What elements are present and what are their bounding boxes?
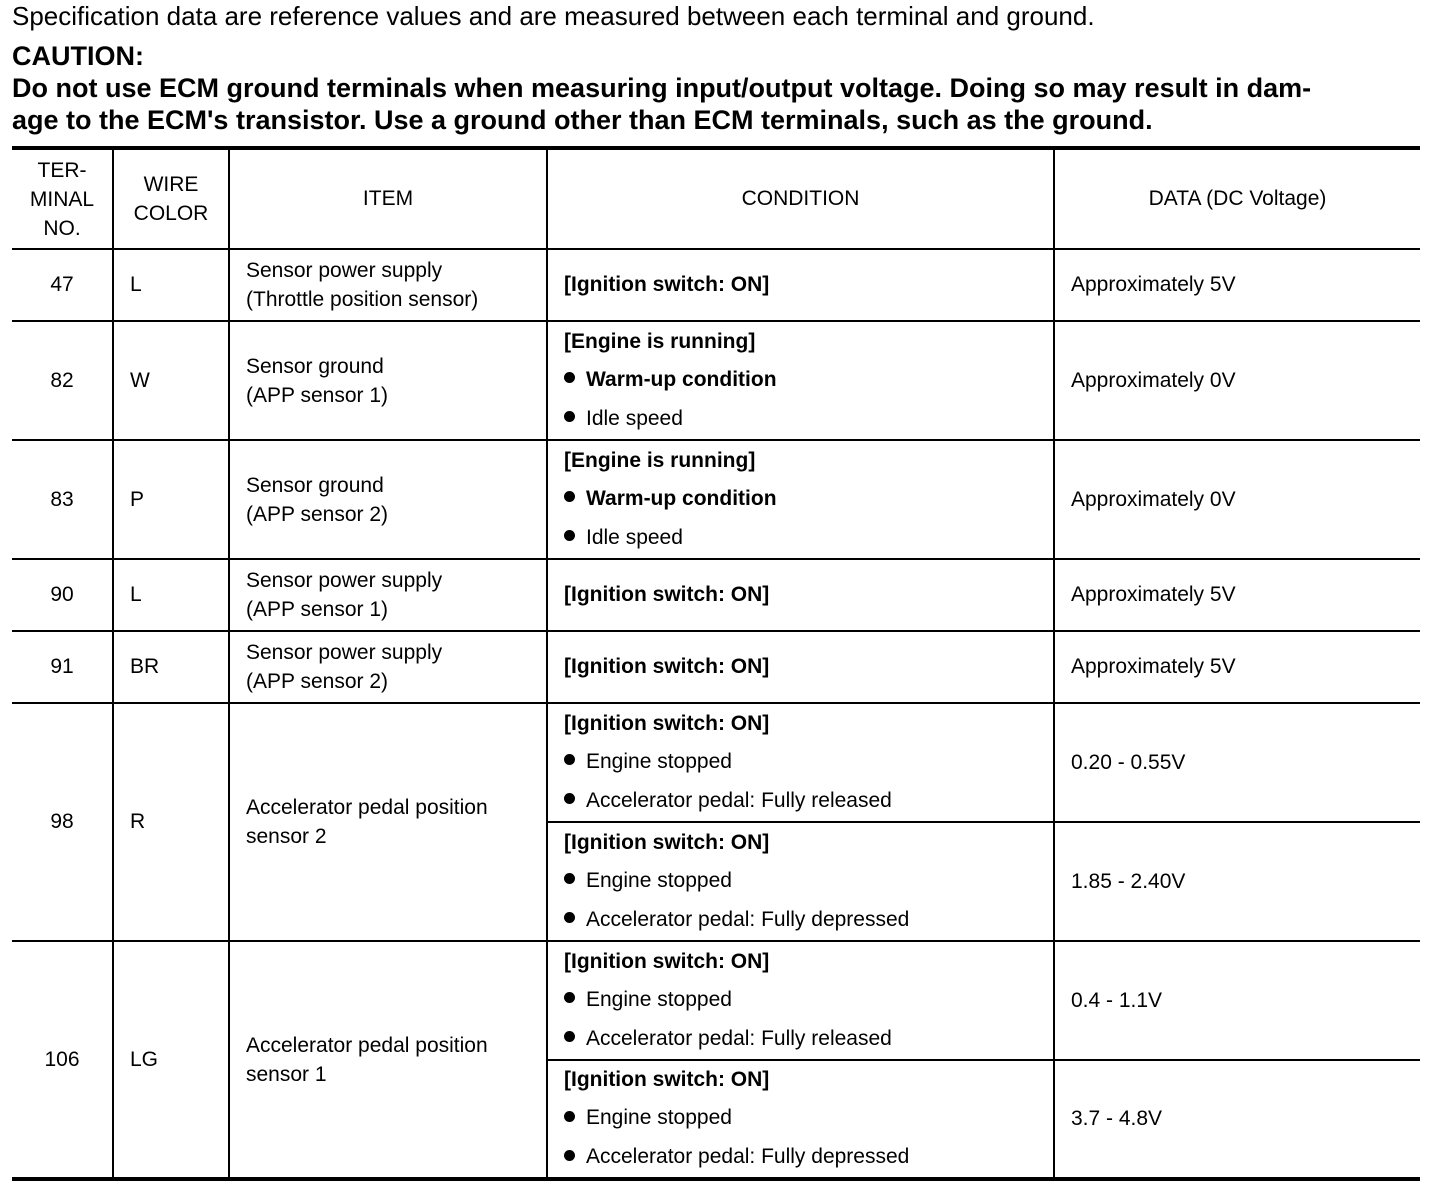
data-cell: 0.20 - 0.55V [1054, 703, 1420, 822]
data-cell: 1.85 - 2.40V [1054, 822, 1420, 941]
item-cell: Sensor power supply (APP sensor 2) [229, 631, 547, 703]
terminal-no: 90 [12, 559, 113, 631]
item-cell: Sensor power supply (Throttle position sensor) [229, 249, 547, 321]
header-data: DATA (DC Voltage) [1054, 148, 1420, 249]
bullet-item: Engine stopped [564, 742, 1037, 781]
terminal-spec-table [12, 146, 1420, 1181]
condition-cell: [Ignition switch: ON] [547, 559, 1054, 631]
condition-cell: [Ignition switch: ON] [547, 631, 1054, 703]
bullet-item: Warm-up condition [564, 479, 1037, 518]
data-cell: 0.4 - 1.1V [1054, 941, 1420, 1060]
wire-color: P [113, 440, 229, 559]
condition-cell: [Ignition switch: ON] Engine stopped Accelerator pedal: Fully depressed [547, 822, 1054, 941]
data-cell: Approximately 5V [1054, 249, 1420, 321]
table-row [12, 703, 1420, 822]
data-cell: 3.7 - 4.8V [1054, 1060, 1420, 1179]
wire-color: R [113, 703, 229, 941]
table-row [12, 631, 1420, 703]
bullet-item: Idle speed [564, 518, 1037, 557]
condition-cell: [Engine is running] Warm-up condition Idle speed [547, 321, 1054, 440]
table-row [12, 559, 1420, 631]
bullet-item: Warm-up condition [564, 360, 1037, 399]
terminal-no: 91 [12, 631, 113, 703]
header-terminal-no: TER- MINAL NO. [12, 148, 113, 249]
bullet-item: Idle speed [564, 399, 1037, 438]
item-cell: Accelerator pedal position sensor 2 [229, 703, 547, 941]
data-cell: Approximately 5V [1054, 631, 1420, 703]
item-cell: Sensor ground (APP sensor 2) [229, 440, 547, 559]
item-cell: Sensor ground (APP sensor 1) [229, 321, 547, 440]
wire-color: BR [113, 631, 229, 703]
bullet-item: Accelerator pedal: Fully released [564, 1019, 1037, 1058]
header-wire-color: WIRE COLOR [113, 148, 229, 249]
wire-color: L [113, 559, 229, 631]
header-item: ITEM [229, 148, 547, 249]
bullet-item: Engine stopped [564, 1098, 1037, 1137]
bullet-item: Engine stopped [564, 861, 1037, 900]
table-row [12, 249, 1420, 321]
item-cell: Sensor power supply (APP sensor 1) [229, 559, 547, 631]
data-cell: Approximately 5V [1054, 559, 1420, 631]
condition-cell: [Ignition switch: ON] Engine stopped Accelerator pedal: Fully released [547, 941, 1054, 1060]
condition-cell: [Ignition switch: ON] Engine stopped Accelerator pedal: Fully released [547, 703, 1054, 822]
terminal-no: 98 [12, 703, 113, 941]
data-cell: Approximately 0V [1054, 321, 1420, 440]
bullet-item: Accelerator pedal: Fully released [564, 781, 1037, 820]
bullet-item: Engine stopped [564, 980, 1037, 1019]
terminal-no: 106 [12, 941, 113, 1179]
terminal-no: 47 [12, 249, 113, 321]
data-cell: Approximately 0V [1054, 440, 1420, 559]
terminal-no: 82 [12, 321, 113, 440]
item-cell: Accelerator pedal position sensor 1 [229, 941, 547, 1179]
caution-line-1: Do not use ECM ground terminals when measuring input/output voltage. Doing so may result in dam- [12, 73, 1312, 103]
intro-text: Specification data are reference values and are measured between each terminal and ground. [12, 1, 1095, 31]
wire-color: LG [113, 941, 229, 1179]
bullet-item: Accelerator pedal: Fully depressed [564, 900, 1037, 939]
caution-text [12, 72, 1420, 136]
condition-cell: [Engine is running] Warm-up condition Idle speed [547, 440, 1054, 559]
table-header-row [12, 148, 1420, 249]
wire-color: W [113, 321, 229, 440]
header-condition: CONDITION [547, 148, 1054, 249]
table-row [12, 941, 1420, 1060]
condition-cell: [Ignition switch: ON] Engine stopped Accelerator pedal: Fully depressed [547, 1060, 1054, 1179]
bullet-item: Accelerator pedal: Fully depressed [564, 1137, 1037, 1176]
wire-color: L [113, 249, 229, 321]
table-row [12, 440, 1420, 559]
caution-line-2: age to the ECM's transistor. Use a ground other than ECM terminals, such as the ground. [12, 105, 1153, 135]
terminal-no: 83 [12, 440, 113, 559]
condition-cell: [Ignition switch: ON] [547, 249, 1054, 321]
table-row [12, 321, 1420, 440]
caution-title: CAUTION: [12, 41, 144, 71]
